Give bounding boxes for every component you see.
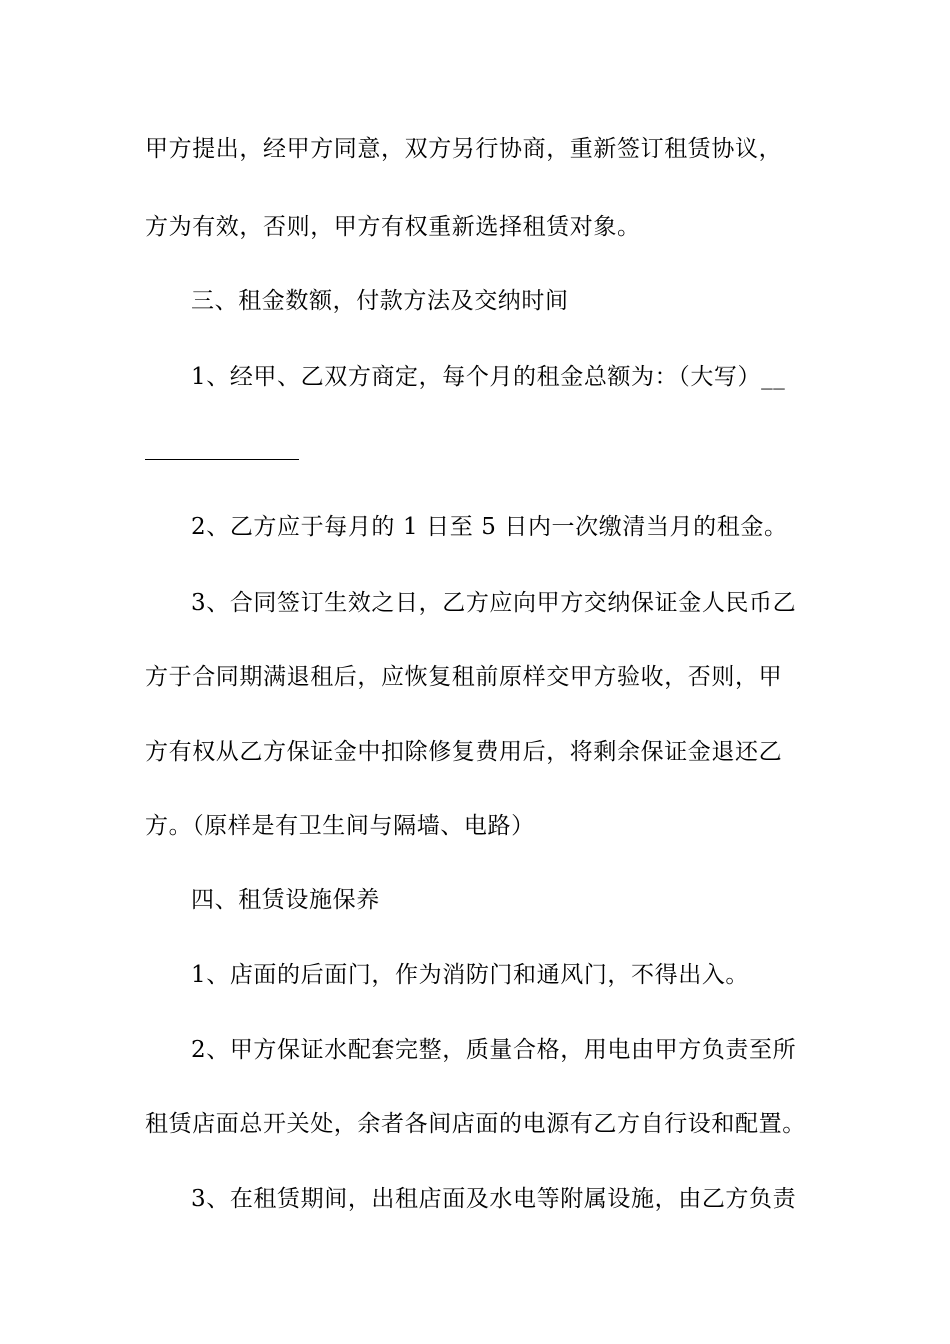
paragraph-line: 方。（原样是有卫生间与隔墙、电路） [145, 813, 535, 839]
paragraph-line: 甲方提出，经甲方同意，双方另行协商，重新签订租赁协议， [145, 136, 783, 162]
section-heading: 三、租金数额，付款方法及交纳时间 [191, 288, 569, 314]
paragraph-line: 2、甲方保证水配套完整，质量合格，用电由甲方负责至所 [191, 1037, 797, 1063]
paragraph-line: 方于合同期满退租后，应恢复租前原样交甲方验收，否则，甲 [145, 664, 783, 690]
paragraph-line: 3、合同签订生效之日，乙方应向甲方交纳保证金人民币乙 [191, 590, 797, 616]
fill-in-blank-line [145, 459, 299, 460]
paragraph-line: 1、店面的后面门，作为消防门和通风门，不得出入。 [191, 962, 750, 988]
paragraph-line: 3、在租赁期间，出租店面及水电等附属设施，由乙方负责 [191, 1186, 797, 1212]
paragraph-line: 方有权从乙方保证金中扣除修复费用后，将剩余保证金退还乙 [145, 739, 783, 765]
paragraph-line: 方为有效，否则，甲方有权重新选择租赁对象。 [145, 214, 641, 240]
section-heading: 四、租赁设施保养 [191, 887, 380, 913]
paragraph-line: 租赁店面总开关处，余者各间店面的电源有乙方自行设和配置。 [145, 1111, 806, 1137]
paragraph-line: 2、乙方应于每月的 1 日至 5 日内一次缴清当月的租金。 [191, 514, 788, 540]
paragraph-line: 1、经甲、乙双方商定，每个月的租金总额为：（大写）__ [191, 364, 786, 390]
